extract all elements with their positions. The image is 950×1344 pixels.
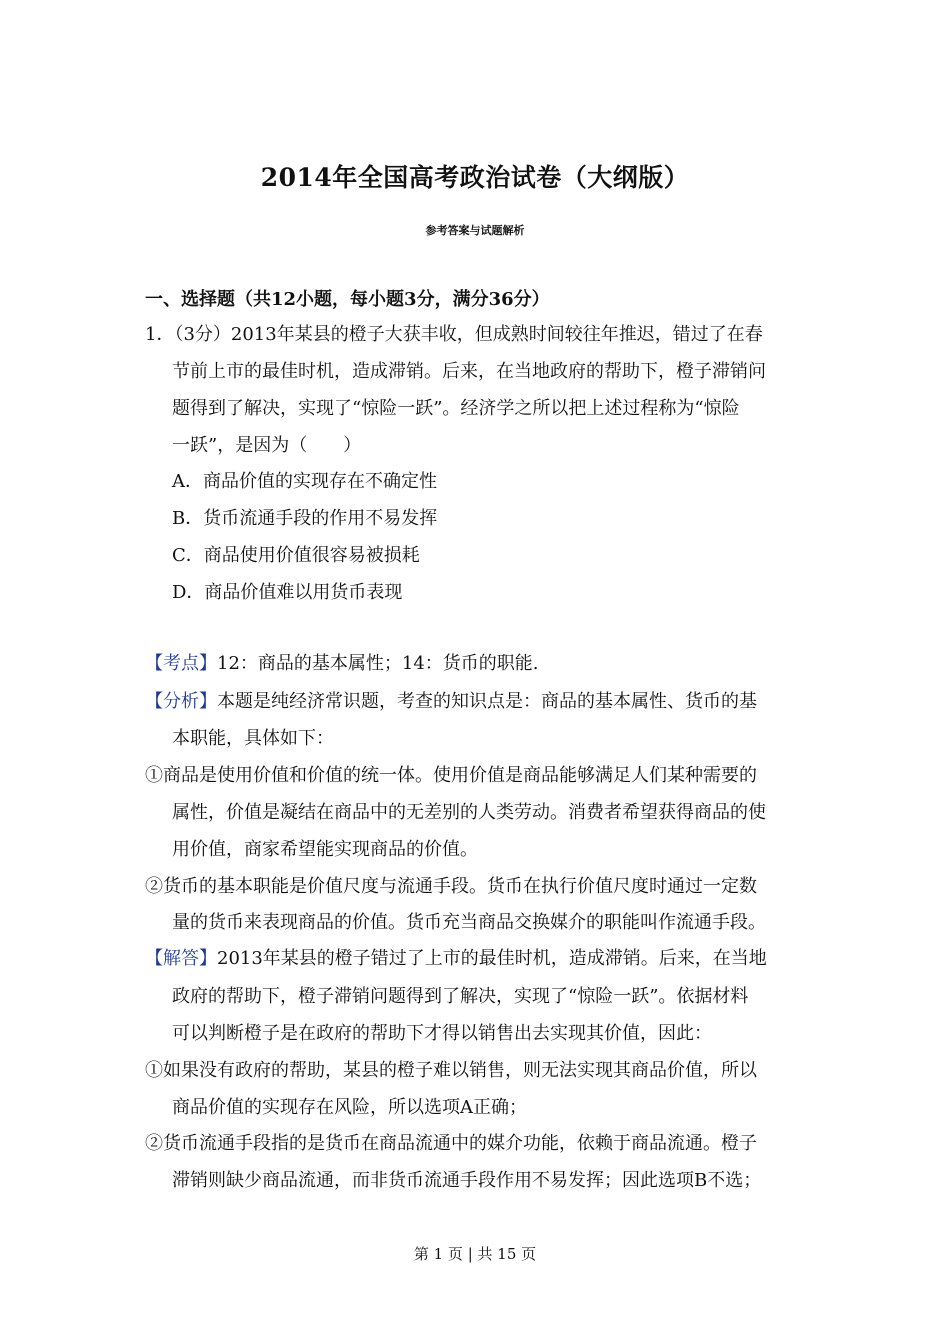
jieda-line-3: 可以判断橙子是在政府的帮助下才得以销售出去实现其价值，因此： [172, 1023, 712, 1044]
fenxi-point2-line-1: ②货币的基本职能是价值尺度与流通手段。货币在执行价值尺度时通过一定数 [145, 876, 757, 897]
kaodian-line [145, 652, 539, 676]
page-footer: 第 1 页 | 共 15 页 [413, 1245, 537, 1263]
jieda-line-2: 政府的帮助下，橙子滞销问题得到了解决，实现了“惊险一跃”。依据材料 [172, 986, 749, 1007]
jieda-text-1: 2013年某县的橙子错过了上市的最佳时机，造成滞销。后来，在当地 [217, 948, 767, 969]
question-line-3: 题得到了解决，实现了“惊险一跃”。经济学之所以把上述过程称为“惊险 [172, 398, 740, 419]
jieda-label: 【解答】 [145, 948, 217, 969]
kaodian-text: 12：商品的基本属性；14：货币的职能. [217, 653, 539, 674]
option-b: B．货币流通手段的作用不易发挥 [172, 508, 438, 529]
fenxi-point1-line-1: ①商品是使用价值和价值的统一体。使用价值是商品能够满足人们某种需要的 [145, 765, 757, 786]
fenxi-line-2: 本职能，具体如下： [172, 728, 334, 749]
fenxi-point1-line-2: 属性，价值是凝结在商品中的无差别的人类劳动。消费者希望获得商品的使 [172, 802, 766, 823]
section-heading: 一、选择题（共12小题，每小题3分，满分36分） [145, 289, 550, 310]
fenxi-label: 【分析】 [145, 691, 217, 712]
jieda-point1-line-2: 商品价值的实现存在风险，所以选项A正确； [172, 1097, 527, 1118]
question-line-4: 一跃”，是因为（ ） [172, 435, 362, 456]
jieda-line-1 [145, 947, 767, 971]
question-line-1: 1．（3分）2013年某县的橙子大获丰收，但成熟时间较往年推迟，错过了在春 [145, 324, 763, 345]
fenxi-point1-line-3: 用价值，商家希望能实现商品的价值。 [172, 839, 478, 860]
kaodian-label: 【考点】 [145, 653, 217, 674]
option-d: D．商品价值难以用货币表现 [172, 582, 403, 603]
question-line-2: 节前上市的最佳时机，造成滞销。后来，在当地政府的帮助下，橙子滞销问 [172, 361, 766, 382]
document-subtitle: 参考答案与试题解析 [425, 224, 525, 237]
fenxi-point2-line-2: 量的货币来表现商品的价值。货币充当商品交换媒介的职能叫作流通手段。 [172, 912, 766, 933]
jieda-point2-line-2: 滞销则缺少商品流通，而非货币流通手段作用不易发挥；因此选项B不选； [172, 1170, 762, 1191]
jieda-point2-line-1: ②货币流通手段指的是货币在商品流通中的媒介功能，依赖于商品流通。橙子 [145, 1133, 757, 1154]
document-title: 2014年全国高考政治试卷（大纲版） [260, 163, 690, 192]
fenxi-line-1 [145, 690, 757, 714]
fenxi-text-1: 本题是纯经济常识题，考查的知识点是：商品的基本属性、货币的基 [217, 691, 757, 712]
option-c: C．商品使用价值很容易被损耗 [172, 545, 420, 566]
option-a: A．商品价值的实现存在不确定性 [172, 471, 437, 492]
jieda-point1-line-1: ①如果没有政府的帮助，某县的橙子难以销售，则无法实现其商品价值，所以 [145, 1060, 757, 1081]
